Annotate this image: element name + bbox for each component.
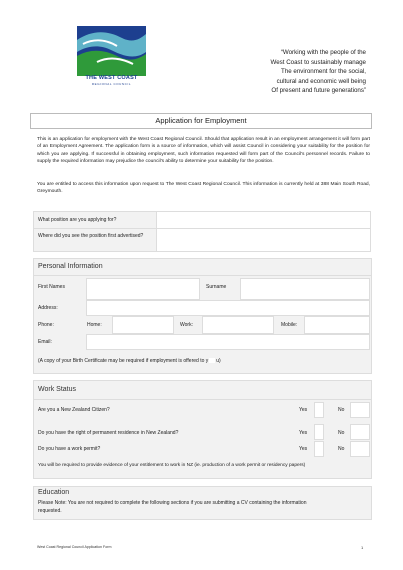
home-phone-input[interactable] bbox=[112, 316, 174, 334]
footer-text: West Coast Regional Council Application Form bbox=[37, 545, 112, 549]
education-note-cont: requested. bbox=[38, 508, 62, 514]
email-label: Email: bbox=[38, 339, 52, 345]
logo-wordmark: THE WEST COAST bbox=[85, 75, 138, 81]
intro-paragraph: This is an application for employment with the West Coast Regional Council. Should that application result in an employment arrangement it will form part of an Employment Agreement. The application form is a source of information, which will assist Council in considering your suitability for the position for which you are applying. If successful in obtaining employment, such information requested will form part of the Council's personnel records. Failure to supply the required information may prejudice the council's ability to determine your suitability for the position. bbox=[37, 137, 370, 165]
position-label: What position are you applying for? bbox=[38, 217, 117, 223]
address-input[interactable] bbox=[86, 300, 370, 316]
personal-heading: Personal Information bbox=[38, 263, 103, 270]
surname-input[interactable] bbox=[240, 278, 370, 300]
residence-yes-checkbox[interactable] bbox=[314, 424, 324, 440]
residence-question: Do you have the right of permanent residence in New Zealand? bbox=[38, 430, 179, 436]
page-number: 1 bbox=[361, 545, 364, 550]
citizen-no-checkbox[interactable] bbox=[350, 402, 370, 418]
work-status-heading: Work Status bbox=[38, 386, 76, 393]
citizen-no-label: No bbox=[338, 407, 345, 413]
education-note: Please Note: You are not required to complete the following sections if you are submitting a CV containing the information bbox=[38, 500, 307, 506]
education-heading: Education bbox=[38, 489, 70, 496]
residence-yes-label: Yes bbox=[299, 430, 308, 436]
access-paragraph: You are entitled to access this information upon request to The West Coast Regional Council. This information is currently held at 388 Main South Road, Greymouth. bbox=[37, 182, 370, 195]
advertised-label-cell bbox=[33, 228, 158, 252]
permit-question: Do you have a work permit? bbox=[38, 446, 101, 452]
divider bbox=[33, 275, 372, 276]
divider bbox=[33, 399, 372, 400]
permit-yes-checkbox[interactable] bbox=[314, 441, 324, 457]
citizen-yes-label: Yes bbox=[299, 407, 308, 413]
logo-subtitle: REGIONAL COUNCIL bbox=[91, 82, 132, 86]
permit-yes-label: Yes bbox=[299, 446, 308, 452]
mobile-label: Mobile: bbox=[281, 322, 298, 328]
advertised-label: Where did you see the position first advertised? bbox=[38, 233, 144, 239]
first-names-input[interactable] bbox=[86, 278, 200, 300]
mission-quote: “Working with the people of the West Coast to sustainably manage The environment for the social, cultural and economic well being Of present and future generations” bbox=[270, 49, 366, 95]
surname-label: Surname bbox=[206, 284, 227, 290]
first-names-label: First Names bbox=[38, 284, 65, 290]
permit-no-checkbox[interactable] bbox=[350, 441, 370, 457]
council-logo bbox=[77, 26, 146, 76]
mobile-phone-input[interactable] bbox=[304, 316, 370, 334]
residence-no-checkbox[interactable] bbox=[350, 424, 370, 440]
residence-no-label: No bbox=[338, 430, 345, 436]
phone-label: Phone: bbox=[38, 322, 54, 328]
permit-no-label: No bbox=[338, 446, 345, 452]
form-title: Application for Employment bbox=[155, 116, 247, 125]
work-label: Work: bbox=[180, 322, 193, 328]
citizen-question: Are you a New Zealand Citizen? bbox=[38, 407, 110, 413]
address-label: Address: bbox=[38, 305, 58, 311]
citizen-yes-checkbox[interactable] bbox=[314, 402, 324, 418]
advertised-input[interactable] bbox=[156, 228, 371, 252]
email-input[interactable] bbox=[86, 334, 370, 350]
home-label: Home: bbox=[87, 322, 102, 328]
work-evidence-note: You will be required to provide evidence of your entitlement to work in NZ (ie. production of a work permit or residency papers) bbox=[38, 463, 306, 468]
birth-cert-note: (A copy of your Birth Certificate may be required if employment is offered to y u) bbox=[38, 358, 221, 364]
work-phone-input[interactable] bbox=[202, 316, 274, 334]
